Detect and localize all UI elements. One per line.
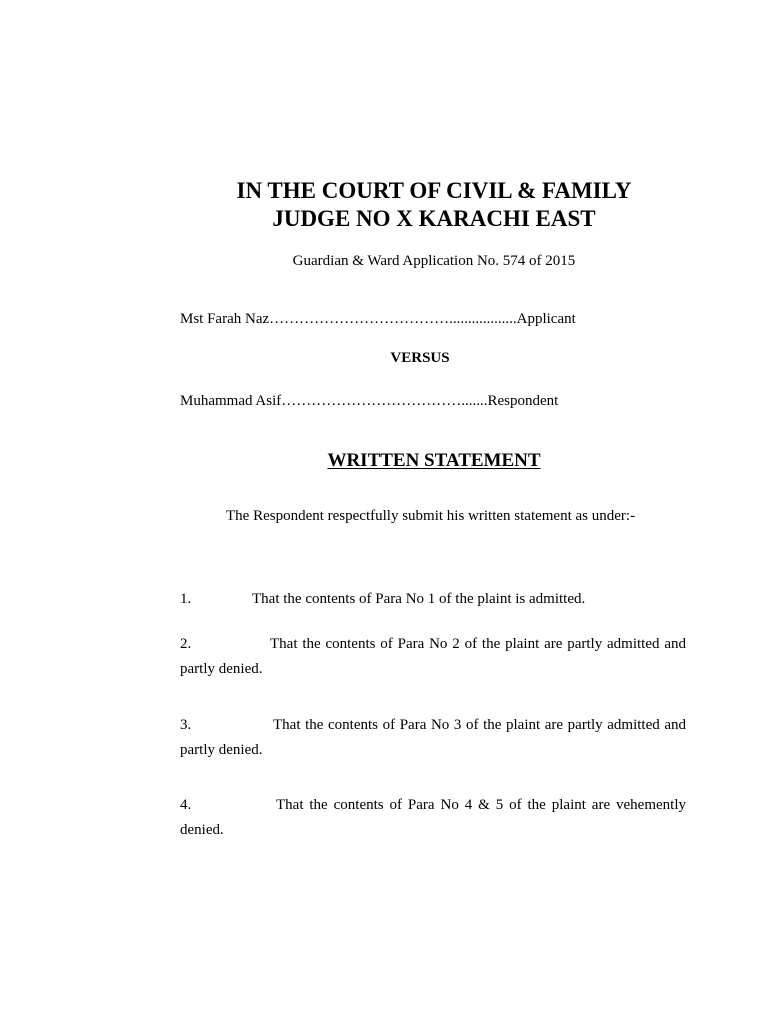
court-title-line-1: IN THE COURT OF CIVIL & FAMILY xyxy=(236,178,632,203)
applicant-line: Mst Farah Naz………………………………..................Applicant xyxy=(180,311,576,327)
paragraph-3 xyxy=(180,713,686,763)
case-number: Guardian & Ward Application No. 574 of 2015 xyxy=(292,253,576,269)
versus-label: VERSUS xyxy=(390,350,450,366)
court-title-line-2: JUDGE NO X KARACHI EAST xyxy=(272,206,596,231)
paragraph-4-number: 4. xyxy=(180,797,192,813)
paragraph-1 xyxy=(180,587,686,612)
paragraph-3-number: 3. xyxy=(180,717,192,733)
paragraph-2 xyxy=(180,632,686,682)
intro-paragraph: The Respondent respectfully submit his written statement as under:- xyxy=(226,508,636,524)
paragraph-4-text: That the contents of Para No 4 & 5 of the plaint are vehemently denied. xyxy=(180,797,686,838)
paragraph-3-text: That the contents of Para No 3 of the plaint are partly admitted and partly denied. xyxy=(180,717,686,758)
paragraph-2-number: 2. xyxy=(180,636,192,652)
paragraph-1-text: That the contents of Para No 1 of the plaint is admitted. xyxy=(252,591,586,607)
respondent-line: Muhammad Asif……………………………….......Respondent xyxy=(180,393,559,409)
document-heading-text: WRITTEN STATEMENT xyxy=(327,450,541,471)
document-heading xyxy=(0,450,768,472)
paragraph-1-number: 1. xyxy=(180,591,192,607)
paragraph-2-text: That the contents of Para No 2 of the plaint are partly admitted and partly denied. xyxy=(180,636,686,677)
paragraph-4 xyxy=(180,793,686,843)
